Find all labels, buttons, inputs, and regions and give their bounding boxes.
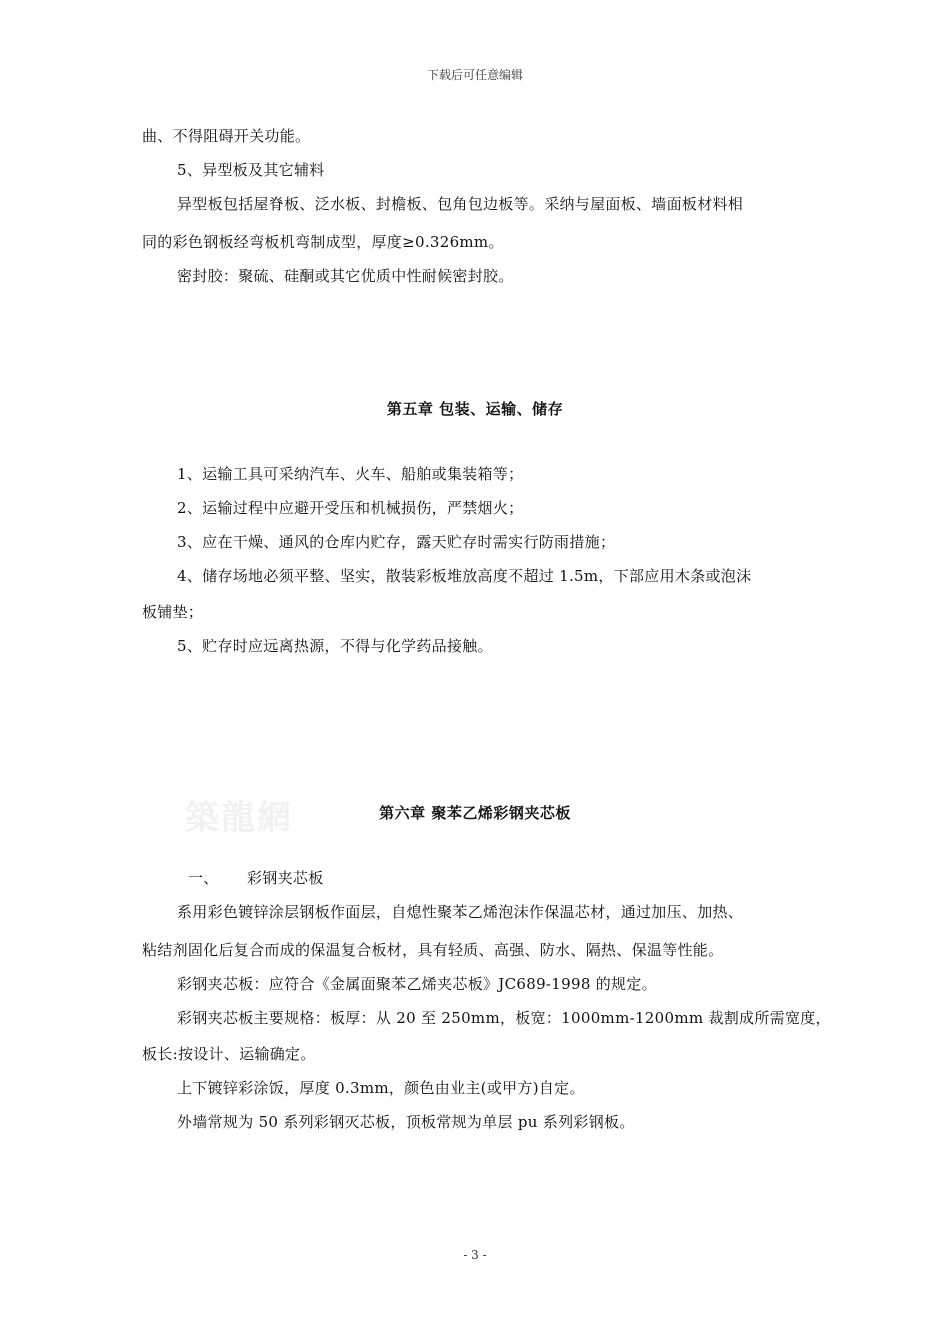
chapter-title: 第五章 包装、运输、储存 [386, 400, 564, 418]
paragraph-line: 异型板包括屋脊板、泛水板、封檐板、包角包边板等。采纳与屋面板、墙面板材料相 [177, 195, 744, 213]
chapter-title: 第六章 聚苯乙烯彩钢夹芯板 [379, 804, 571, 822]
page-header: 下载后可任意编辑 [426, 68, 523, 82]
watermark: 築龍網 [185, 798, 293, 838]
list-item: 3、应在干燥、通风的仓库内贮存，露天贮存时需实行防雨措施； [177, 533, 616, 551]
paragraph-line: 曲、不得阻碍开关功能。 [142, 127, 311, 145]
list-item: 4、储存场地必须平整、坚实，散装彩板堆放高度不超过 1.5m，下部应用木条或泡沫 [177, 567, 752, 585]
paragraph-line: 板铺垫； [142, 603, 204, 621]
subheading-number: 一、 [188, 869, 219, 887]
paragraph-line: 系用彩色镀锌涂层钢板作面层，自熄性聚苯乙烯泡沫作保温芯材，通过加压、加热、 [177, 903, 744, 921]
list-item: 1、运输工具可采纳汽车、火车、船舶或集装箱等； [177, 465, 524, 483]
list-item: 2、运输过程中应避开受压和机械损伤，严禁烟火； [177, 499, 524, 517]
paragraph-line: 彩钢夹芯板：应符合《金属面聚苯乙烯夹芯板》JC689-1998 的规定。 [177, 975, 657, 993]
paragraph-line: 外墙常规为 50 系列彩钢灭芯板，顶板常规为单层 pu 系列彩钢板。 [177, 1113, 635, 1131]
paragraph-line: 板长:按设计、运输确定。 [142, 1045, 316, 1063]
paragraph-line: 同的彩色钢板经弯板机弯制成型，厚度≥0.326mm。 [142, 233, 504, 251]
list-item: 5、贮存时应远离热源，不得与化学药品接触。 [177, 637, 493, 655]
paragraph-line: 密封胶：聚硫、硅酮或其它优质中性耐候密封胶。 [177, 267, 514, 285]
paragraph-line: 粘结剂固化后复合而成的保温复合板材，具有轻质、高强、防水、隔热、保温等性能。 [142, 941, 724, 959]
page-number: - 3 - [463, 1248, 487, 1262]
paragraph-line: 彩钢夹芯板主要规格：板厚：从 20 至 250mm，板宽：1000mm-1200mm 裁割成所需宽度， [177, 1009, 831, 1027]
paragraph-line: 上下镀锌彩涂饭，厚度 0.3mm，颜色由业主(或甲方)自定。 [177, 1079, 585, 1097]
subheading: 彩钢夹芯板 [247, 869, 324, 887]
list-item: 5、异型板及其它辅料 [177, 161, 325, 179]
